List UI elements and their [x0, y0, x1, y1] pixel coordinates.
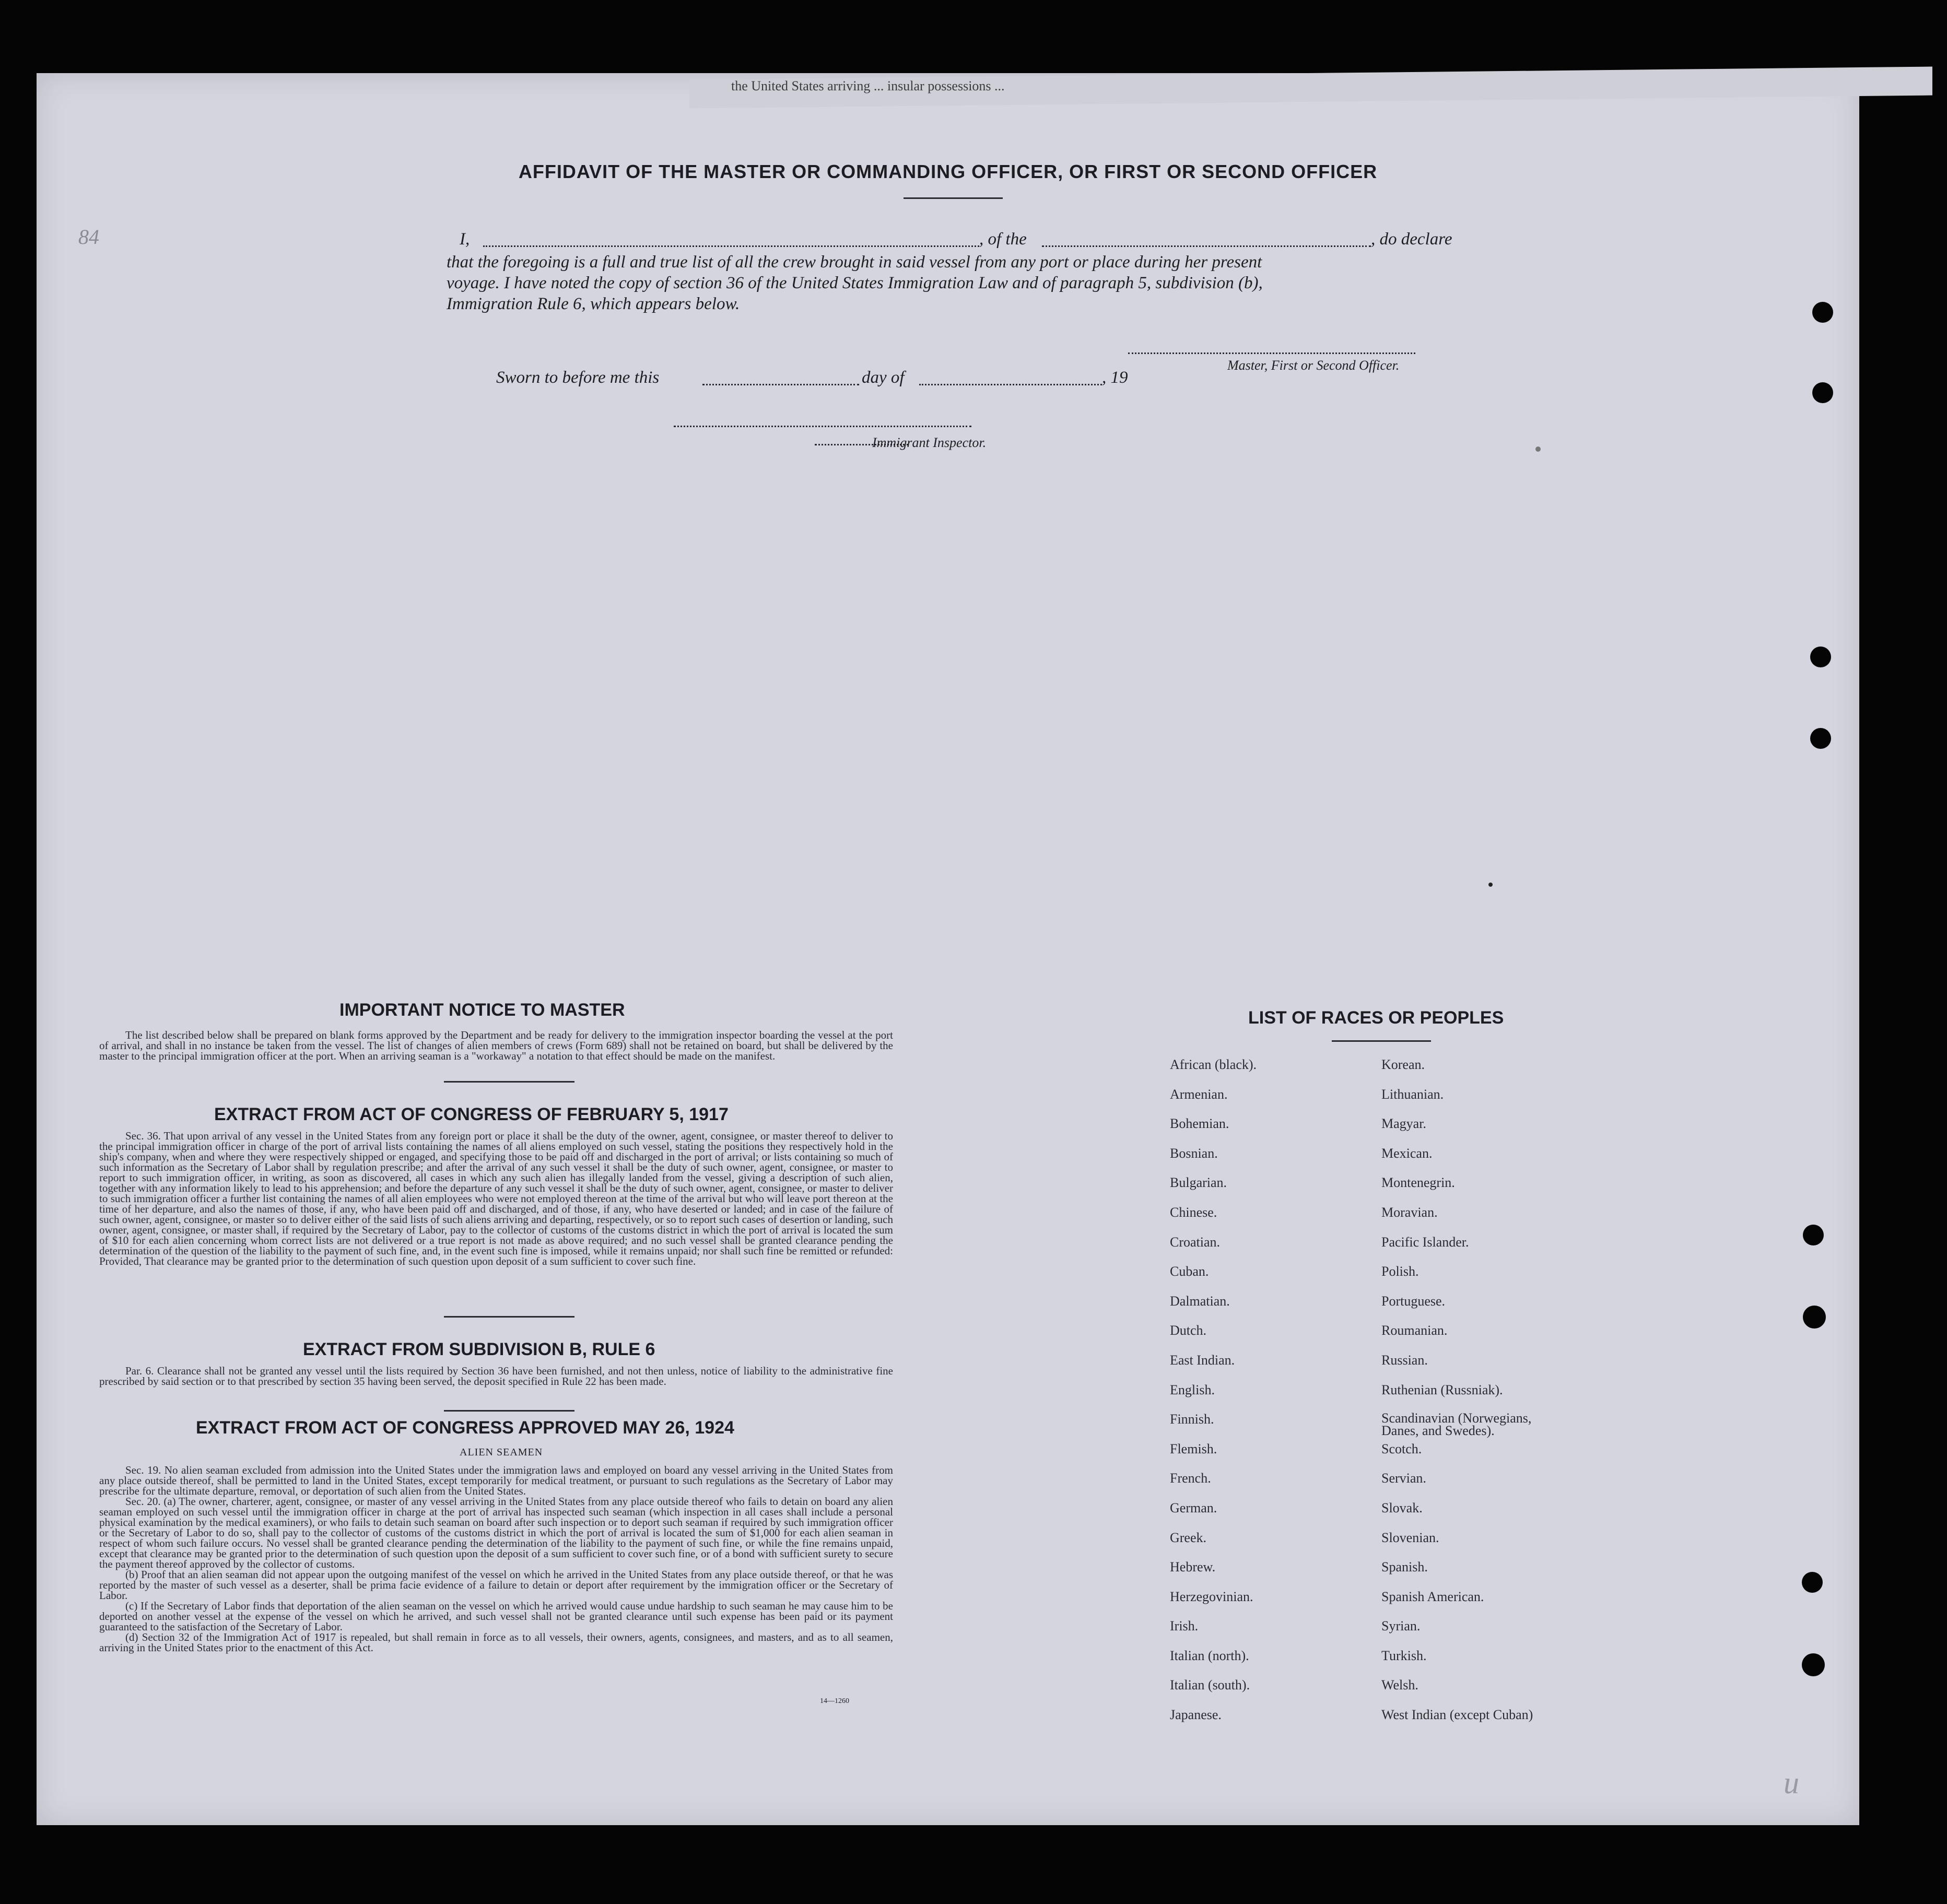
race-item: West Indian (except Cuban) [1381, 1707, 1533, 1723]
sworn-label: Sworn to before me this [496, 368, 660, 387]
race-item: Finnish. [1170, 1412, 1214, 1427]
race-item: Welsh. [1381, 1677, 1418, 1693]
affidavit-line-3: voyage. I have noted the copy of section 36 of the United States Immigration Law and of paragraph 5, subdivision (b), [447, 274, 1263, 292]
race-item: Moravian. [1381, 1204, 1438, 1220]
affidavit-line-4: Immigration Rule 6, which appears below. [447, 295, 740, 313]
binder-hole [1810, 728, 1831, 749]
race-item: Polish. [1381, 1264, 1419, 1279]
race-item: Scandinavian (Norwegians, Danes, and Swedes). [1381, 1411, 1532, 1439]
race-item: Italian (south). [1170, 1677, 1250, 1693]
binder-hole [1802, 1653, 1825, 1676]
affidavit-title: AFFIDAVIT OF THE MASTER OR COMMANDING OFFICER, OR FIRST OR SECOND OFFICER [518, 161, 1378, 182]
sec-20b-paragraph: (b) Proof that an alien seaman did not appear upon the outgoing manifest of the vessel on which he arrived in the United States from any place outside thereof, or that he was reported by the master of such vessel as a deserter, shall be prima facie evidence of a failure to detain or deport after requirement by the immigration officer or the Secretary of Labor. [99, 1568, 893, 1602]
race-item: German. [1170, 1500, 1217, 1515]
rule6-title: EXTRACT FROM SUBDIVISION B, RULE 6 [303, 1339, 655, 1359]
race-item: Slovak. [1381, 1500, 1423, 1515]
underlying-page-text: the United States arriving ... insular possessions ... [731, 78, 1005, 93]
race-item: Servian. [1381, 1471, 1426, 1486]
binder-hole [1810, 647, 1831, 667]
race-item: Greek. [1170, 1530, 1207, 1545]
notice-title: IMPORTANT NOTICE TO MASTER [339, 1000, 625, 1020]
affidavit-i-label: I, [460, 230, 470, 249]
race-item: Roumanian. [1381, 1323, 1448, 1338]
race-item: Japanese. [1170, 1707, 1222, 1723]
signature-line[interactable] [1128, 352, 1415, 354]
sec-20d-paragraph: (d) Section 32 of the Immigration Act of 1917 is repealed, but shall remain in force as to all vessels, their owners, agents, consignees, and masters, and as to all seamen, arriving in the United States prior to the enactment of this Act. [99, 1631, 893, 1654]
race-item: Slovenian. [1381, 1530, 1439, 1545]
sec-19-paragraph: Sec. 19. No alien seaman excluded from admission into the United States under the immigration laws and employed on board any vessel arriving in the United States from any place outside thereof, shall be permitted to land in the United States, except temporarily for medical treatment, or pursuant to such regulations as the Secretary of Labor may prescribe for the ultimate departure, removal, or deportation of such alien from the United States. [99, 1464, 893, 1497]
form-number: 14—1260 [820, 1697, 849, 1705]
title-rule [904, 197, 1003, 199]
inspector-caption: Immigrant Inspector. [872, 435, 987, 450]
race-item: Ruthenian (Russniak). [1381, 1382, 1503, 1397]
race-item: Scotch. [1381, 1441, 1422, 1456]
vessel-blank[interactable] [1042, 245, 1371, 247]
rule6-rule [444, 1410, 574, 1412]
sworn-day-blank[interactable] [702, 384, 859, 385]
alien-seamen-subtitle: ALIEN SEAMEN [460, 1447, 543, 1458]
race-item: Herzegovinian. [1170, 1589, 1253, 1604]
binder-hole [1803, 1225, 1824, 1245]
race-item: Bosnian. [1170, 1145, 1218, 1161]
race-item: Dalmatian. [1170, 1293, 1230, 1309]
sec-20c-paragraph: (c) If the Secretary of Labor finds that deportation of the alien seaman on the vessel on which he arrived would cause undue hardship to such seaman he may cause him to be deported on another vessel at the expense of the vessel on which he arrived, and such vessel shall not be granted clearance until such expense has been paid or its payment guaranteed to the satisfaction of the Secretary of Labor. [99, 1600, 893, 1633]
binder-hole [1802, 1572, 1823, 1593]
binder-hole [1803, 1306, 1826, 1329]
notice-paragraph: The list described below shall be prepared on blank forms approved by the Department and be ready for delivery to the immigration inspector boarding the vessel at the port of arrival, and shall in no instance be taken from the vessel. The list of changes of alien members of crews (Form 689) shall not be retained on board, but shall be delivered by the master to the principal immigration officer at the port. When an arriving seaman is a "workaway" a notation to that effect should be made on the manifest. [99, 1029, 893, 1062]
sworn-month-blank[interactable] [919, 384, 1102, 385]
section-36-paragraph: Sec. 36. That upon arrival of any vessel in the United States from any foreign port or place it shall be the duty of the owner, agent, consignee, or master thereof to deliver to the principal immigration officer in charge of the port of arrival lists containing the names of all aliens employed on such vessel, stating the positions they respectively hold in the ship's company, when and where they were respectively shipped or engaged, and specifying those to be paid off and discharged in the port of arrival; or lists containing so much of such information as the Secretary of Labor shall by regulation prescribe; and after the arrival of any such vessel it shall be the duty of such owner, agent, consignee, or master to report to such immigration officer, in writing, as soon as discovered, all cases in which any such alien has illegally landed from the vessel, giving a description of such alien, together with any information likely to lead to his apprehension; and before the departure of any such vessel it shall be the duty of such owner, agent, consignee, or master to deliver to such immigration officer a further list containing the names of all alien employees who were not employed thereon at the time of the arrival but who will leave port thereon at the time of her departure, and also the names of those, if any, who have been paid off and discharged, and of those, if any, who have deserted or landed; and in case of the failure of such owner, agent, consignee, or master so to deliver either of the said lists of such aliens arriving and departing, respectively, or so to report such cases of desertion or landing, such owner, agent, consignee, or master shall, if required by the Secretary of Labor, pay to the collector of customs of the customs district in which the port of arrival is located the sum of $10 for each alien concerning whom correct lists are not delivered or a true report is not made as above required; and no such vessel shall be granted clearance pending the determination of the question of the liability to the payment of such fine, and, in the event such fine is imposed, while it remains unpaid; nor shall such fine be remitted or refunded: Provided, That clearance may be granted prior to the determination of such question upon deposit of a sum sufficient to cover such fine. [99, 1130, 893, 1267]
race-item: Chinese. [1170, 1204, 1217, 1220]
race-item: Croatian. [1170, 1234, 1221, 1250]
race-item: French. [1170, 1471, 1211, 1486]
rule6-text [99, 1366, 893, 1386]
scan-speck [1488, 883, 1493, 887]
race-item: Flemish. [1170, 1441, 1217, 1456]
affidavit-line-2: that the foregoing is a full and true list of all the crew brought in said vessel from any port or place during her present [447, 253, 1262, 272]
race-item: Bohemian. [1170, 1116, 1229, 1132]
binder-hole [1812, 382, 1833, 403]
inspector-signature-line[interactable] [674, 426, 971, 427]
race-item: Bulgarian. [1170, 1175, 1227, 1191]
race-item: Hebrew. [1170, 1559, 1216, 1575]
year-label: , 19 [1102, 368, 1128, 387]
extract-1924-text [99, 1465, 893, 1653]
race-item: English. [1170, 1382, 1215, 1397]
signature-caption: Master, First or Second Officer. [1227, 358, 1400, 373]
extract-1924-title: EXTRACT FROM ACT OF CONGRESS APPROVED MAY 26, 1924 [196, 1418, 734, 1438]
affidavit-do-declare: , do declare [1371, 230, 1452, 249]
race-item: Syrian. [1381, 1618, 1421, 1634]
affidavit-of-the: , of the [979, 230, 1027, 249]
notice-rule [444, 1081, 574, 1083]
race-item: Pacific Islander. [1381, 1234, 1469, 1250]
races-title: LIST OF RACES OR PEOPLES [1248, 1008, 1504, 1028]
race-item: African (black). [1170, 1057, 1257, 1072]
race-item: Lithuanian. [1381, 1086, 1444, 1102]
extract-1917-rule [444, 1316, 574, 1318]
race-item: Italian (north). [1170, 1648, 1249, 1663]
margin-mark: 84 [78, 225, 99, 249]
extract-1917-text [99, 1131, 893, 1266]
binder-hole [1812, 302, 1833, 323]
race-item: Spanish. [1381, 1559, 1428, 1575]
race-item: Montenegrin. [1381, 1175, 1455, 1191]
race-item: Korean. [1381, 1057, 1425, 1072]
corner-handwriting: ᴎ [1784, 1766, 1800, 1800]
races-left-column [1170, 1057, 1257, 1737]
race-item: Spanish American. [1381, 1589, 1484, 1604]
race-item: Russian. [1381, 1352, 1428, 1368]
scan-speck [1535, 446, 1541, 452]
race-item: Mexican. [1381, 1145, 1433, 1161]
par-6-paragraph: Par. 6. Clearance shall not be granted any vessel until the lists required by Section 36 have been furnished, and not then unless, notice of liability to the administrative fine prescribed by said section or to that prescribed by section 35 having been served, the deposit specified in Rule 22 has been made. [99, 1365, 893, 1388]
race-item: Dutch. [1170, 1323, 1207, 1338]
race-item: East Indian. [1170, 1352, 1235, 1368]
name-blank[interactable] [483, 245, 979, 247]
race-item: Portuguese. [1381, 1293, 1446, 1309]
races-right-column [1381, 1057, 1569, 1737]
race-item: Armenian. [1170, 1086, 1228, 1102]
document-page [37, 73, 1859, 1825]
race-item: Turkish. [1381, 1648, 1427, 1663]
race-item: Magyar. [1381, 1116, 1426, 1132]
extract-1917-title: EXTRACT FROM ACT OF CONGRESS OF FEBRUARY 5, 1917 [214, 1104, 729, 1124]
races-rule [1332, 1040, 1431, 1042]
notice-text [99, 1030, 893, 1061]
race-item: Cuban. [1170, 1264, 1209, 1279]
sec-20a-paragraph: Sec. 20. (a) The owner, charterer, agent, consignee, or master of any vessel arriving in the United States from any place outside thereof who fails to detain on board any alien seaman employed on such vessel until the immigration officer in charge at the port of arrival has inspected such seaman (which inspection in all cases shall include a personal physical examination by the medical examiners), or who fails to detain such seaman on board after such inspection or to deport such seaman if required by such immigration officer or the Secretary of Labor to do so, shall pay to the collector of customs of the customs district in which the port of arrival is located the sum of $1,000 for each alien seaman in respect of whom such failure occurs. No vessel shall be granted clearance pending the determination of the liability to the payment of such fine, or while the fine remains unpaid, except that clearance may be granted prior to the determination of such question upon the deposit of a sum sufficient to cover such fine, or of a bond with sufficient surety to secure the payment thereof approved by the collector of customs. [99, 1495, 893, 1570]
race-item: Irish. [1170, 1618, 1199, 1634]
day-of-label: day of [862, 368, 905, 387]
